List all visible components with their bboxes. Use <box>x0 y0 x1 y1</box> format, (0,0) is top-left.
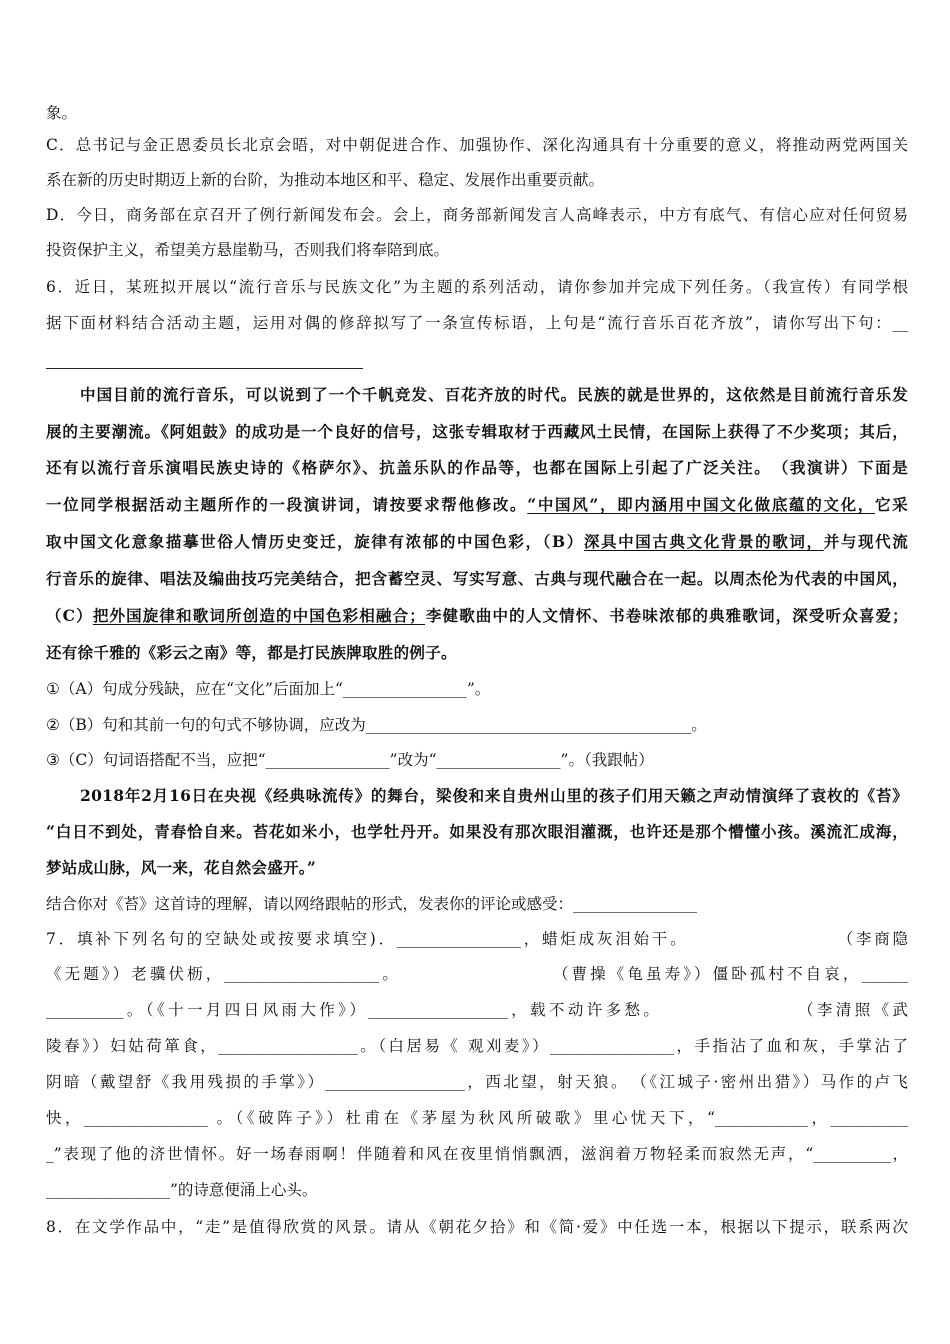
sentence-c-underlined: 把外国旋律和歌词所创造的中国色彩相融合； <box>92 606 426 625</box>
question-7-line: 陵春》）妇姑荷箪食，__________________。（白居易《 观刈麦》）________________，手指沾了血和灰，手掌沾了 <box>46 1037 908 1055</box>
passage-text: 李健歌曲中的人文情怀、书卷味浓郁的典雅歌词，深受听众喜爱； <box>425 606 908 625</box>
sentence-a-underlined: “中国风”，即内涵用中国文化做底蕴的文化， <box>527 495 875 514</box>
text-line: 投资保护主义，希望美方悬崖勒马，否则我们将奉陪到底。 <box>46 241 450 259</box>
poem-line: 梦站成山脉，风一来，花自然会盛开。” <box>46 858 317 877</box>
answer-blank-line <box>46 368 363 369</box>
sub-question-3: ③（C）句词语搭配不当，应把“________________”改为“________________”。（我跟帖） <box>46 751 654 769</box>
passage-text: 它采 <box>875 495 908 514</box>
passage-line <box>46 491 908 519</box>
sub-question-1: ①（A）句成分残缺，应在“文化”后面加上“________________”。 <box>46 680 491 698</box>
passage-line: 展的主要潮流。《阿姐鼓》的成功是一个良好的信号，这张专辑取材于西藏风土民情，在国际上获得了不少奖项；其后， <box>46 422 908 441</box>
question-7-line: __________。（《十一月四日风雨大作》）__________________，载不动许多愁。 （李清照《武 <box>46 1001 908 1019</box>
sentence-b-underlined: 深具中国古典文化背景的歌词， <box>583 532 824 551</box>
passage-line <box>46 528 908 556</box>
question-7-line: _”表现了他的济世情怀。好一场春雨啊！伴随着和风在夜里悄悄飘洒，滋润着万物轻柔而寂然无声，“__________， <box>46 1145 908 1163</box>
question-7-line: ________________”的诗意便涌上心头。 <box>46 1181 318 1199</box>
passage-text: 并与现代流 <box>823 532 908 551</box>
question-6-line: 6．近日，某班拟开展以“流行音乐与民族文化”为主题的系列活动，请你参加并完成下列任务。（我宣传）有同学根 <box>46 278 908 296</box>
passage-text: （C） <box>46 606 93 625</box>
question-7-line: 《无题》）老骥伏枥，____________________。 （曹操《龟虽寿》）僵卧孤村不自哀，______ <box>46 965 908 983</box>
comment-prompt: 结合你对《苔》这首诗的理解，请以网络跟帖的形式，发表你的评论或感受：________________ <box>46 895 698 913</box>
passage-line: 行音乐的旋律、唱法及编曲技巧完美结合，把含蓄空灵、写实写意、古典与现代融合在一起。以周杰伦为代表的中国风， <box>46 569 908 588</box>
passage-line: 还有以流行音乐演唱民族史诗的《格萨尔》、抗盖乐队的作品等，也都在国际上引起了广泛关注。 （我演讲）下面是 <box>46 458 908 477</box>
question-7-line: 快，________________ 。（《破阵子》）杜甫在《茅屋为秋风所破歌》里心忧天下，“____________，__________ <box>46 1109 908 1127</box>
poem-intro-line: 2018年2月16日在央视《经典咏流传》的舞台，梁俊和来自贵州山里的孩子们用天籁之声动情演绎了袁枚的《苔》 <box>80 786 908 805</box>
text-line: 系在新的历史时期迈上新的台阶，为推动本地区和平、稳定、发展作出重要贡献。 <box>46 171 605 189</box>
passage-line: 还有徐千雅的《彩云之南》等，都是打民族牌取胜的例子。 <box>46 643 457 662</box>
option-c-line: C．总书记与金正恩委员长北京会晤，对中朝促进合作、加强协作、深化沟通具有十分重要的意义，将推动两党两国关 <box>46 136 908 154</box>
passage-text: 取中国文化意象描摹世俗人情历史变迁，旋律有浓郁的中国色彩，（B） <box>46 532 584 551</box>
text-line: 据下面材料结合活动主题，运用对偶的修辞拟写了一条宣传标语，上句是“流行音乐百花齐放”，请你写出下句：__ <box>46 314 908 332</box>
passage-line: 中国目前的流行音乐，可以说到了一个千帆竞发、百花齐放的时代。民族的就是世界的，这依然是目前流行音乐发 <box>80 385 908 404</box>
question-8-line: 8．在文学作品中，“走”是值得欣赏的风景。请从《朝花夕拾》和《简·爱》中任选一本，根据以下提示，联系两次 <box>46 1218 908 1236</box>
option-d-line: D．今日，商务部在京召开了例行新闻发布会。会上，商务部新闻发言人高峰表示，中方有底气、有信心应对任何贸易 <box>46 206 908 224</box>
text-line: 象。 <box>46 104 78 122</box>
question-7-line: 7．填补下列名句的空缺处或按要求填空)．________________，蜡炬成灰泪始干。 （李商隐 <box>46 930 908 948</box>
passage-line <box>46 602 908 630</box>
question-7-line: 阴暗（戴望舒《我用残损的手掌》）__________________，西北望，射天狼。 （《江城子·密州出猎》）马作的卢飞 <box>46 1073 908 1091</box>
sub-question-2: ②（B）句和其前一句的句式不够协调，应改为__________________________________________。 <box>46 716 707 734</box>
passage-text: 一位同学根据活动主题所作的一段演讲词，请按要求帮他修改。 <box>46 495 528 514</box>
poem-line: “白日不到处，青春恰自来。苔花如米小，也学牡丹开。如果没有那次眼泪灌溉，也许还是那个懵懂小孩。溪流汇成海， <box>46 822 908 841</box>
